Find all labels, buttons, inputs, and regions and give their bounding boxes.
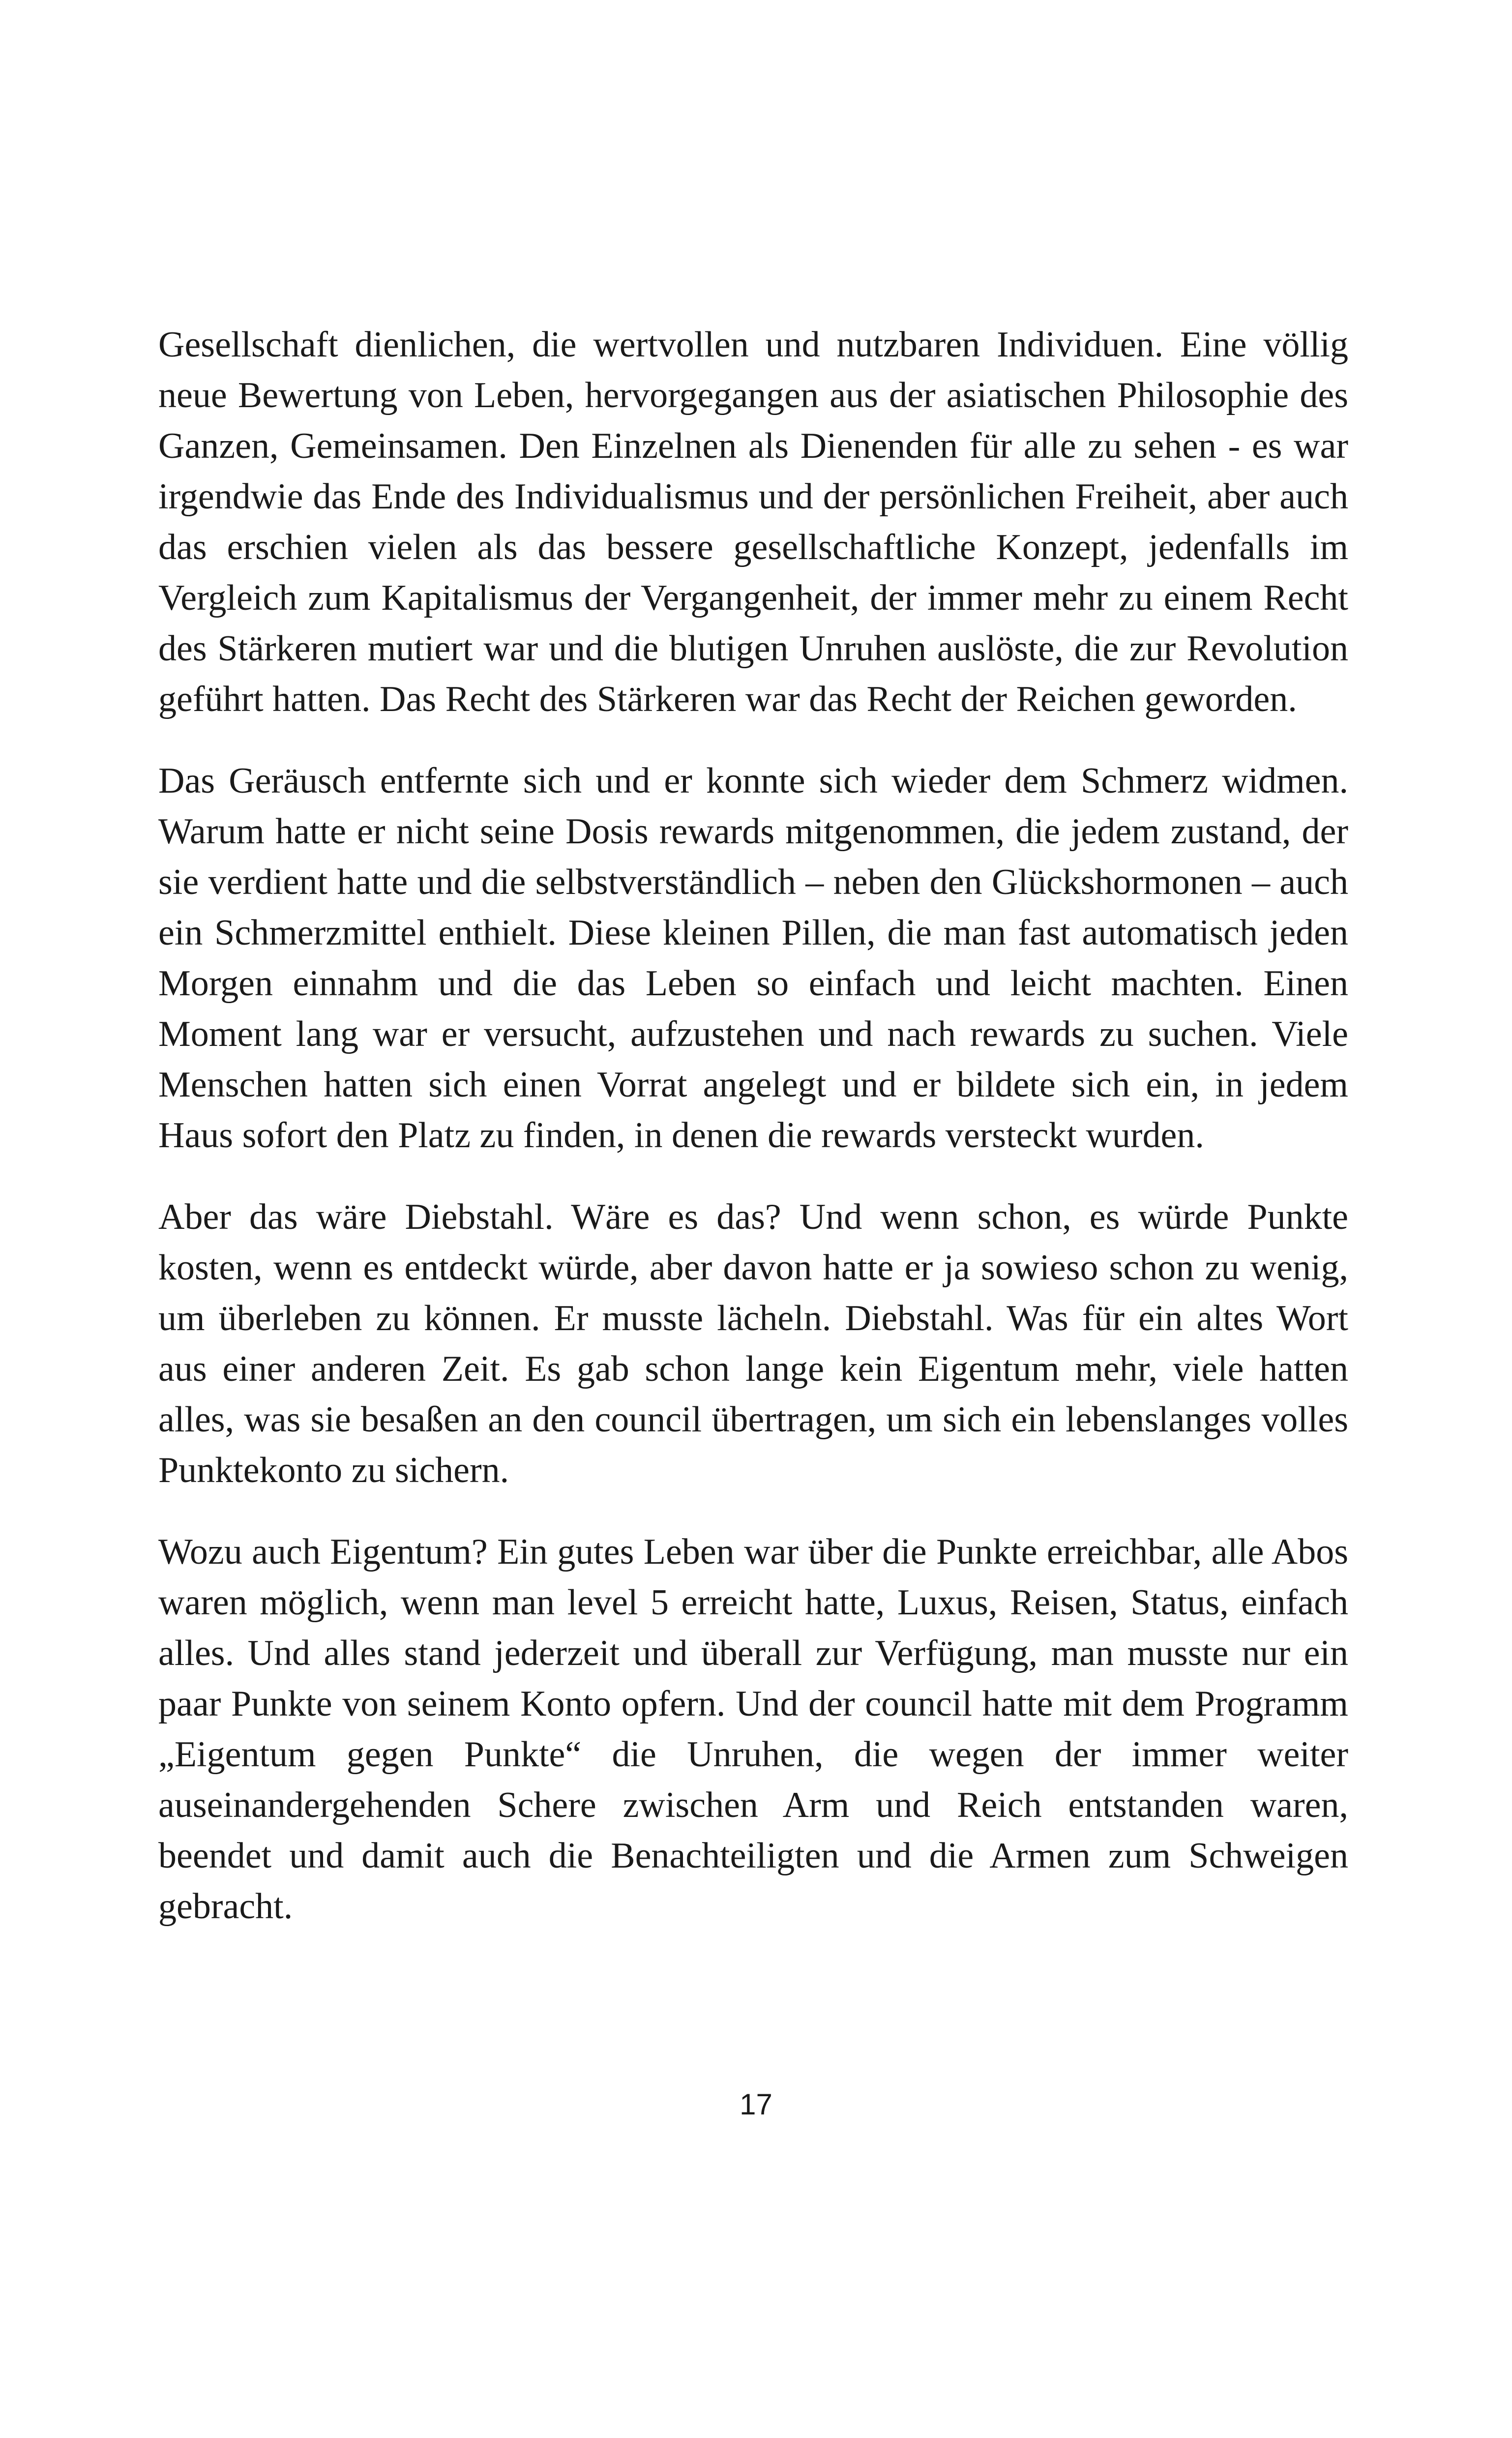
body-text — [158, 320, 1348, 1963]
paragraph: Das Geräusch entfernte sich und er konnte sich wieder dem Schmerz widmen. Warum hatte er nicht seine Dosis rewards mitgenommen, die jedem zustand, der sie verdient hatte und die selbstverständlich – neben den Glückshormonen – auch ein Schmerzmittel enthielt. Diese kleinen Pillen, die man fast automatisch jeden Morgen einnahm und die das Leben so einfach und leicht machten. Einen Moment lang war er versucht, aufzustehen und nach rewards zu suchen. Viele Menschen hatten sich einen Vorrat angelegt und er bildete sich ein, in jedem Haus sofort den Platz zu finden, in denen die rewards versteckt wurden. — [158, 761, 1348, 1156]
page-number: 17 — [740, 2088, 772, 2121]
paragraph: Wozu auch Eigentum? Ein gutes Leben war über die Punkte erreichbar, alle Abos waren möglich, wenn man level 5 erreicht hatte, Luxus, Reisen, Status, einfach alles. Und alles stand jederzeit und überall zur Verfügung, man musste nur ein paar Punkte von seinem Konto opfern. Und der council hatte mit dem Programm „Eigentum gegen Punkte“ die Unruhen, die wegen der immer weiter auseinandergehenden Schere zwischen Arm und Reich entstanden waren, beendet und damit auch die Benachteiligten und die Armen zum Schweigen gebracht. — [158, 1532, 1348, 1927]
paragraph: Aber das wäre Diebstahl. Wäre es das? Und wenn schon, es würde Punkte kosten, wenn es entdeckt würde, aber davon hatte er ja sowieso schon zu wenig, um überleben zu können. Er musste lächeln. Diebstahl. Was für ein altes Wort aus einer anderen Zeit. Es gab schon lange kein Eigentum mehr, viele hatten alles, was sie besaßen an den council übertragen, um sich ein lebenslanges volles Punktekonto zu sichern. — [158, 1197, 1348, 1490]
paragraph: Gesellschaft dienlichen, die wertvollen und nutzbaren Individuen. Eine völlig neue Bewertung von Leben, hervorgegangen aus der asiatischen Philosophie des Ganzen, Gemeinsamen. Den Einzelnen als Dienenden für alle zu sehen - es war irgendwie das Ende des Individualismus und der persönlichen Freiheit, aber auch das erschien vielen als das bessere gesellschaftliche Konzept, jedenfalls im Vergleich zum Kapitalismus der Vergangenheit, der immer mehr zu einem Recht des Stärkeren mutiert war und die blutigen Unruhen auslöste, die zur Revolution geführt hatten. Das Recht des Stärkeren war das Recht der Reichen geworden. — [158, 325, 1348, 719]
